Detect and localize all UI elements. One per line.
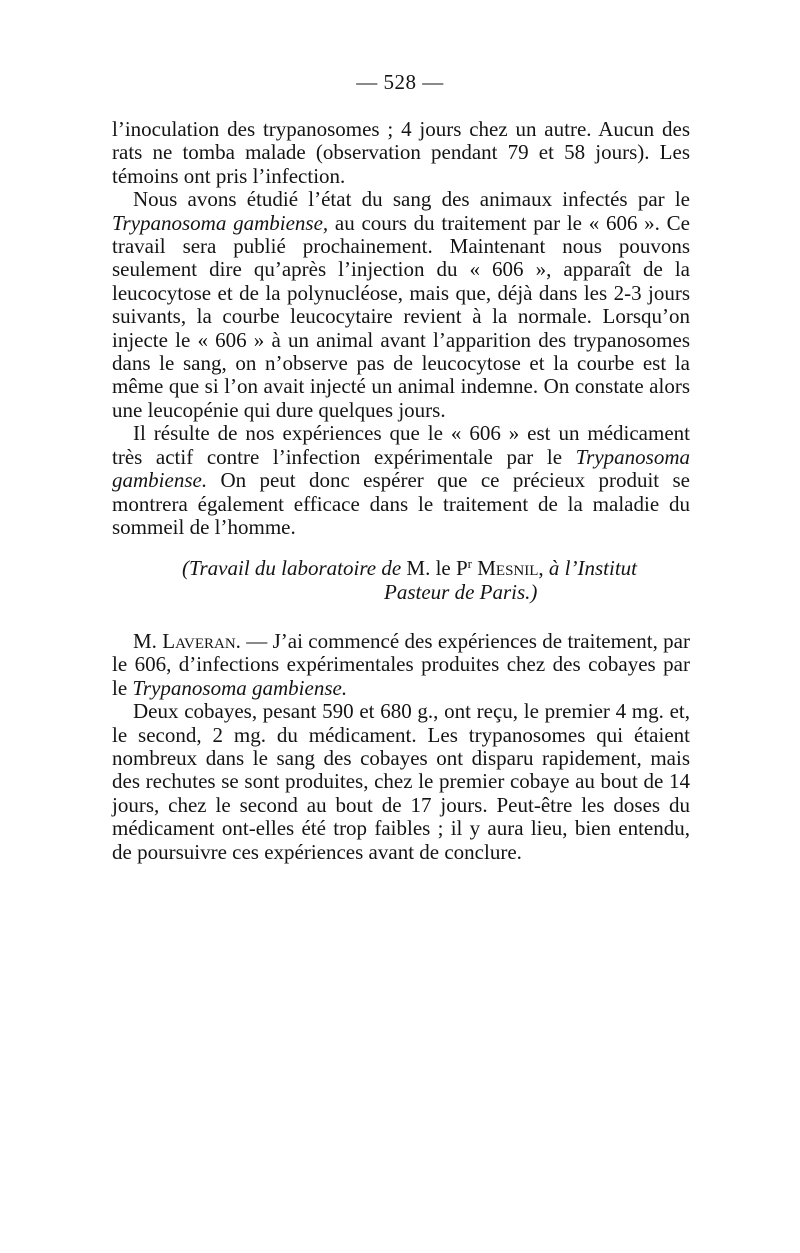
paragraph-blood-study-rest: au cours du traitement par le « 606 ». Ce travail sera publié prochainement. Maintenant nous pouvons seulement dire qu’après l’injection du « 606 », apparaît de la leucocytose et de la polynucléose, mais que, déjà dans les 2-3 jours suivants, la courbe leucocytaire revient à la normale. Lorsqu’on injecte le « 606 » à un animal avant l’apparition des trypanosomes dans le sang, on n’observe pas de leucocytose et la courbe est la même que si l’on avait injecté un animal indemne. On constate alors une leucopénie qui dure quelques jours. xyxy=(112,210,690,422)
lab-credit-sup: r xyxy=(467,556,472,571)
lab-credit-line-1 xyxy=(182,557,682,580)
species-name: Trypanosoma gambiense. xyxy=(112,444,690,493)
species-name: Trypanosoma gambiense. xyxy=(132,675,348,700)
paragraph-guinea-pigs: Deux cobayes, pesant 590 et 680 g., ont reçu, le premier 4 mg. et, le second, 2 mg. du médicament. Les trypanosomes qui étaient nombreux dans le sang des cobayes ont disparu rapidement, mais des rechutes se sont produites, chez le premier cobaye au bout de 14 jours, chez le second au bout de 17 jours. Peut-être les doses du médicament ont-elles été trop faibles ; il y aura lieu, bien entendu, de poursuivre ces expériences avant de conclure. xyxy=(112,699,690,864)
lab-credit-open: (Travail du laboratoire de xyxy=(182,556,407,580)
paragraph-inoculation: l’inoculation des trypanosomes ; 4 jours chez un autre. Aucun des rats ne tomba malade (observation pendant 79 et 58 jours). Les témoins ont pris l’infection. xyxy=(112,117,690,188)
body-text-top xyxy=(112,118,690,539)
lab-credit-tail: à l’Institut xyxy=(543,556,638,580)
speaker-name: Laveran. xyxy=(162,629,241,653)
body-text-laveran xyxy=(112,630,690,864)
speaker-prefix: M. xyxy=(133,629,163,653)
paragraph-conclusion xyxy=(112,422,690,539)
lab-credit-name: Mesnil, xyxy=(472,556,544,580)
lab-credit-line-2: Pasteur de Paris.) xyxy=(384,580,538,604)
paragraph-laveran-intro-text: — J’ai commencé des expériences de traitement, par le 606, d’infections expérimentales produites chez des cobayes par le xyxy=(112,629,690,700)
lab-credit-m: M. le P xyxy=(406,556,468,580)
paragraph-conclusion-start: Il résulte de nos expériences que le « 606 » est un médicament très actif contre l’infection expérimentale par le xyxy=(112,421,690,469)
paragraph-laveran-intro xyxy=(112,630,690,700)
paragraph-conclusion-rest: On peut donc espérer que ce précieux produit se montrera également efficace dans le traitement de la maladie du sommeil de l’homme. xyxy=(112,468,690,539)
species-name: Trypanosoma gambiense, xyxy=(112,210,329,235)
paragraph-blood-study xyxy=(112,188,690,422)
paragraph-blood-study-start: Nous avons étudié l’état du sang des animaux infectés par le xyxy=(133,187,690,212)
lab-credit-title xyxy=(406,556,543,580)
page-number: — 528 — xyxy=(356,70,444,94)
